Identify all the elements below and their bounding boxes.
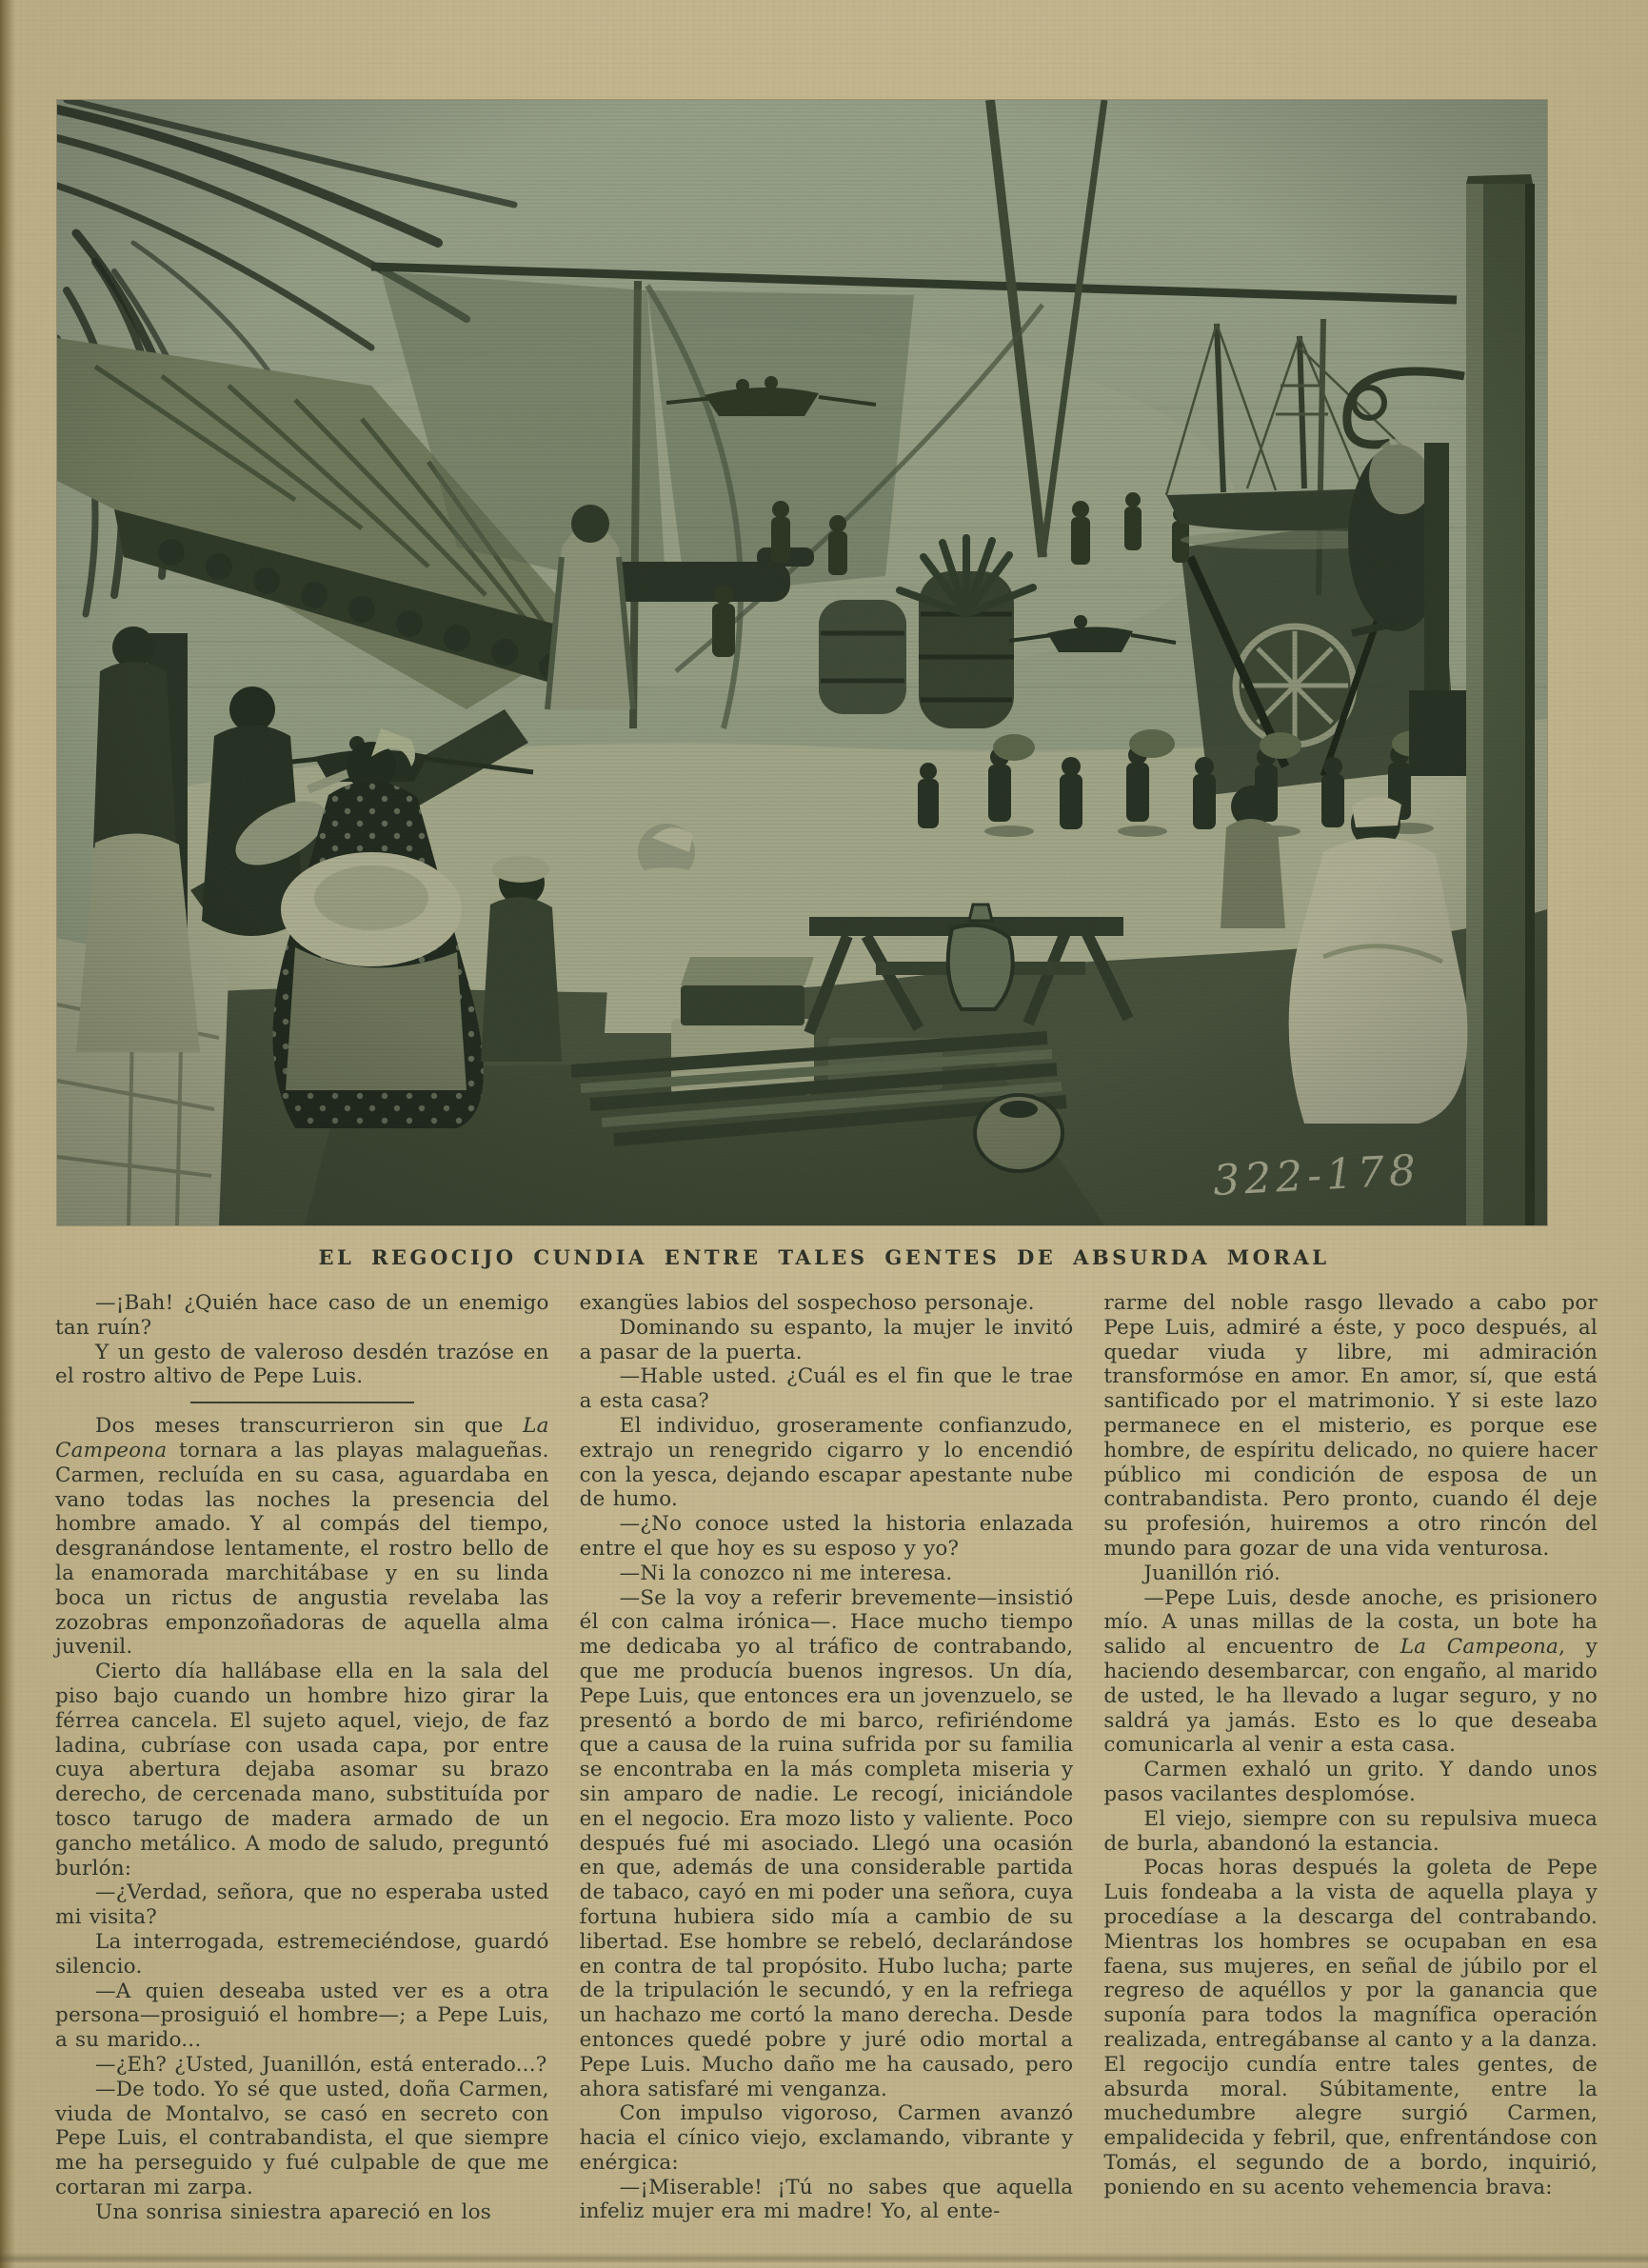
paragraph: Cierto día hallábase ella en la sala del piso bajo cuando un hombre hizo girar la férrea cancela. El sujeto aquel, viejo, de faz ladina, cubríase con usada capa, por entre cuya abertura dejaba asomar su brazo derecho, de cercenada mano, substituída por tosco tarugo de madera armado de un gancho metálico. A modo de saludo, preguntó burlón:	[55, 1660, 549, 1880]
paragraph: Con impulso vigoroso, Carmen avanzó hacia el cínico viejo, exclamando, vibrante y enérgica:	[579, 2101, 1074, 2175]
paragraph: —Pepe Luis, desde anoche, es prisionero mío. A unas millas de la costa, un bote ha salido al encuentro de La Campeona, y haciendo desembarcar, con engaño, al marido de usted, le ha llevado a lugar seguro, y no saldrá ya jamás. Esto es lo que deseaba comunicarla al venir a esta casa.	[1103, 1585, 1598, 1758]
paragraph: —¡Miserable! ¡Tú no sabes que aquella infeliz mujer era mi madre! Yo, al ente-	[579, 2175, 1074, 2224]
paragraph: —Ni la conozco ni me interesa.	[619, 1561, 953, 1585]
paragraph: La interrogada, estremeciéndose, guardó silencio.	[55, 1929, 549, 1979]
photo	[57, 100, 1547, 1225]
paragraph: —¿Eh? ¿Usted, Juanillón, está enterado...?	[95, 2052, 547, 2077]
column-1	[55, 1291, 549, 2224]
paragraph: —¿Verdad, señora, que no esperaba usted mi visita?	[55, 1880, 549, 1930]
paragraph: Carmen exhaló un grito. Y dando unos pasos vacilantes desplomóse.	[1103, 1758, 1598, 1806]
paragraph: El individuo, groseramente confianzudo, extrajo un renegrido cigarro y lo encendió con la yesca, dejando escapar apestante nube de humo.	[579, 1413, 1074, 1512]
section-divider	[190, 1402, 414, 1403]
paragraph: —De todo. Yo sé que usted, doña Carmen, viuda de Montalvo, se casó en secreto con Pepe Luis, el contrabandista, el que siempre me ha perseguido y fué culpable de que me cortaran mi zarpa.	[55, 2077, 549, 2199]
paragraph: —Se la voy a referir brevemente—insistió él con calma irónica—. Hace mucho tiempo me dedicaba yo al tráfico de contrabando, que me producía buenos ingresos. Un día, Pepe Luis, que entonces era un jovenzuelo, se presentó a bordo de mi barco, refiriéndome que a causa de la ruina sufrida por su familia se encontraba en la más completa miseria y sin amparo de nadie. Le recogí, iniciándole en el negocio. Era mozo listo y valiente. Poco después fué mi asociado. Llegó una ocasión en que, además de una considerable partida de tabaco, cayó en mi poder una señora, cuya fortuna hubiera sido mía a cambio de su libertad. Ese hombre se rebeló, declarándose en contra de tal propósito. Hubo lucha; parte de la tripulación le secundó, y en la refriega un hachazo me cortó la mano derecha. Desde entonces quedé pobre y juré odio mortal a Pepe Luis. Mucho daño me ha causado, pero ahora satisfaré mi venganza.	[579, 1585, 1074, 2101]
paragraph: El viejo, siempre con su repulsiva mueca de burla, abandonó la estancia.	[1103, 1806, 1598, 1856]
article-columns	[55, 1291, 1598, 2224]
paragraph: —A quien deseaba usted ver es a otra persona—prosiguió el hombre—; a Pepe Luis, a su marido...	[55, 1979, 549, 2053]
column-3	[1103, 1291, 1598, 2224]
paragraph: Juanillón rió.	[1143, 1561, 1281, 1585]
paragraph: rarme del noble rasgo llevado a cabo por Pepe Luis, admiré a éste, y poco después, al quedar viuda y libre, mi admiración transformóse en amor. En amor, sí, que está santificado por el matrimonio. Y si este lazo permanece en el misterio, es porque ese hombre, de espíritu delicado, no quiere hacer público mi condición de esposa de un contrabandista. Pero pronto, cuando él deje su profesión, huiremos a otro rincón del mundo para gozar de una vida venturosa.	[1103, 1291, 1598, 1561]
page-left-edge	[0, 0, 15, 2268]
photo-caption: EL REGOCIJO CUNDIA ENTRE TALES GENTES DE ABSURDA MORAL	[318, 1245, 1330, 1269]
vignette	[57, 100, 1547, 1225]
bottom-edge-shadow	[0, 2253, 1648, 2262]
paragraph: Dos meses transcurrieron sin que La Campeona tornara a las playas malagueñas. Carmen, recluída en su casa, aguardaba en vano todas las noches la presencia del hombre amado. Y al compás del tiempo, desgranándose lentamente, el rostro bello de la enamorada marchitábase y en su linda boca un rictus de angustia revelaba las zozobras emponzoñadoras de aquella alma juvenil.	[55, 1414, 549, 1660]
photo-illustration	[57, 100, 1547, 1225]
column-2	[580, 1291, 1074, 2224]
paragraph: Pocas horas después la goleta de Pepe Luis fondeaba a la vista de aquella playa y procedíase a la descarga del contrabando. Mientras los hombres se ocupaban en esa faena, sus mujeres, en señal de júbilo por el regreso de aquéllos y por la ganancia que suponía para todos la magnífica operación realizada, entregábanse al canto y a la danza. El regocijo cundía entre tales gentes, de absurda moral. Súbitamente, entre la muchedumbre alegre surgió Carmen, empalidecida y febril, que, enfrentándose con Tomás, el segundo de a bordo, inquirió, poniendo en su acento vehemencia brava:	[1103, 1856, 1598, 2199]
paragraph: —¿No conoce usted la historia enlazada entre el que hoy es su esposo y yo?	[579, 1512, 1074, 1561]
paragraph: Dominando su espanto, la mujer le invitó a pasar de la puerta.	[579, 1315, 1074, 1364]
paragraph: —Hable usted. ¿Cuál es el fin que le trae a esta casa?	[579, 1364, 1074, 1414]
paragraph: exangües labios del sospechoso personaje.	[579, 1291, 1035, 1315]
paragraph: Una sonrisa siniestra apareció en los	[95, 2199, 491, 2224]
paragraph: —¡Bah! ¿Quién hace caso de un enemigo tan ruín?	[55, 1291, 549, 1340]
paragraph: Y un gesto de valeroso desdén trazóse en el rostro altivo de Pepe Luis.	[55, 1340, 549, 1389]
